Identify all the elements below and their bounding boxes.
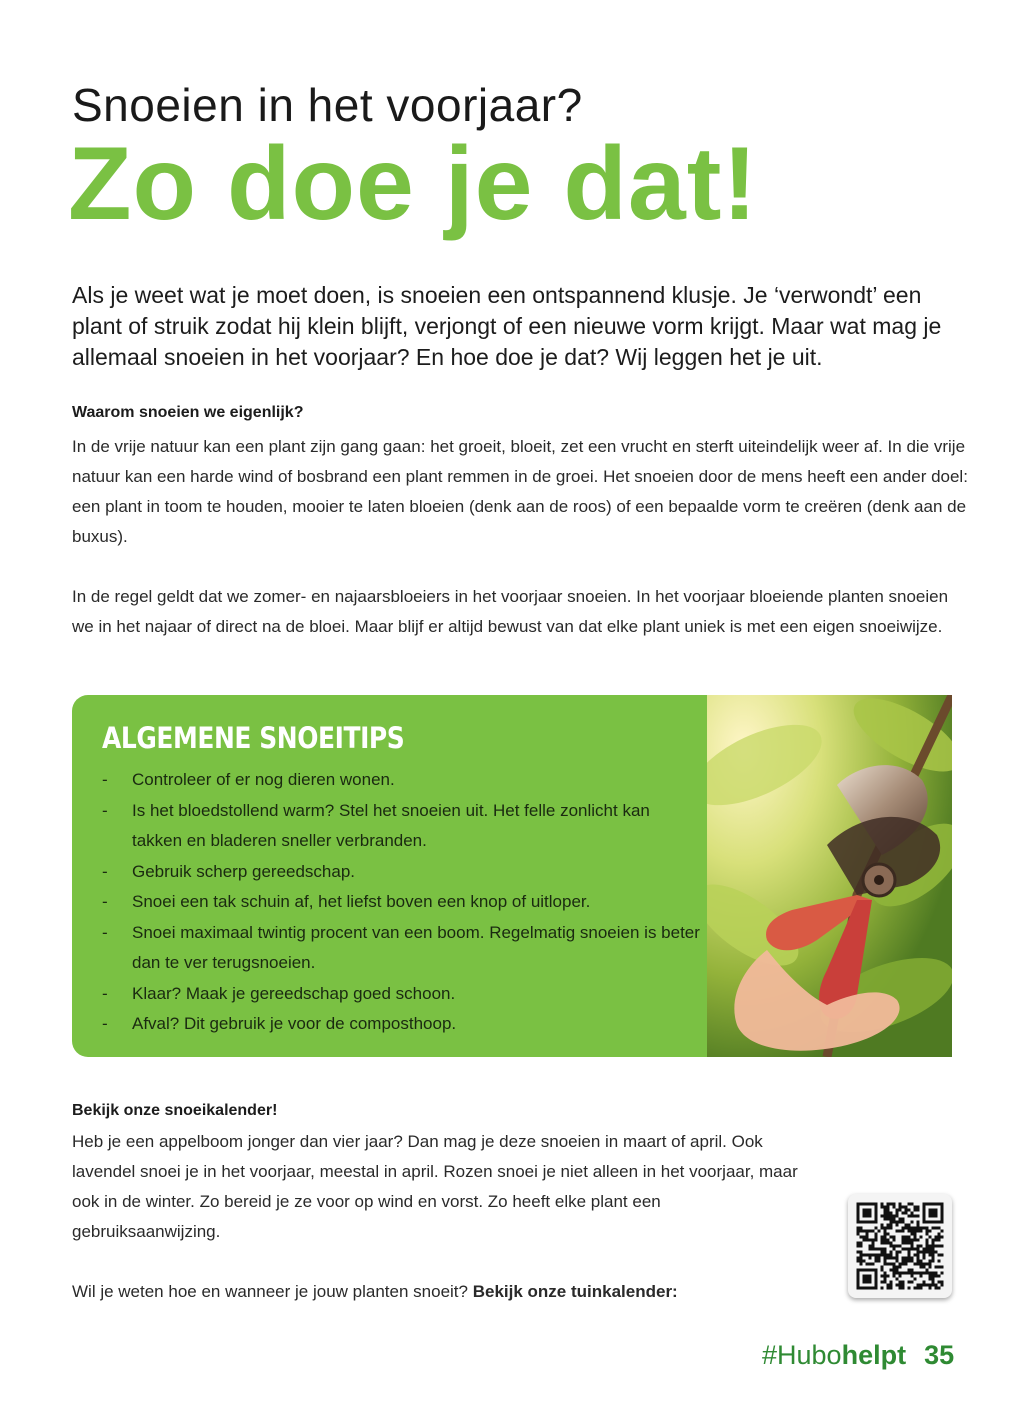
qr-code[interactable] bbox=[848, 1194, 952, 1298]
tip-dash: - bbox=[102, 892, 108, 911]
tip-dash: - bbox=[102, 861, 108, 881]
tip-item bbox=[102, 1009, 702, 1040]
tips-box bbox=[72, 695, 952, 1057]
tip-item bbox=[102, 979, 702, 1010]
tip-dash: - bbox=[102, 922, 108, 942]
pruning-shears-photo bbox=[707, 695, 952, 1057]
tips-list bbox=[102, 765, 702, 1040]
tip-item bbox=[102, 887, 702, 918]
kicker-title: Snoeien in het voorjaar? bbox=[72, 79, 583, 131]
tip-item bbox=[102, 765, 702, 796]
headline: Zo doe je dat! bbox=[68, 126, 758, 242]
tip-item bbox=[102, 796, 702, 857]
tip-item bbox=[102, 918, 702, 979]
tip-text: Controleer of er nog dieren wonen. bbox=[132, 770, 395, 789]
why-paragraph-1: In de vrije natuur kan een plant zijn gang gaan: het groeit, bloeit, zet een vrucht en sterft uiteindelijk weer af. In die vrije natuur kan een harde wind of bosbrand een plant remmen in de groei. Het snoeien door de mens heeft een ander doel: een plant in toom te houden, mooier te laten bloeien (denk aan de roos) of een bepaalde vorm te creëren (denk aan de buxus). bbox=[72, 437, 968, 546]
calendar-paragraph: Heb je een appelboom jonger dan vier jaar? Dan mag je deze snoeien in maart of april. Ook lavendel snoei je in het voorjaar, meestal in april. Rozen snoei je niet alleen in het voorjaar, maar ook in de winter. Zo bereid je ze voor op wind en vorst. Zo heeft elke plant een gebruiksaanwijzing. bbox=[72, 1132, 798, 1241]
calendar-cta bbox=[72, 1277, 812, 1307]
tip-dash: - bbox=[102, 1014, 108, 1033]
tip-text: Afval? Dit gebruik je voor de composthoop. bbox=[132, 1014, 457, 1033]
tips-box-title: ALGEMENE SNOEITIPS bbox=[102, 721, 405, 755]
tip-text: Snoei een tak schuin af, het liefst boven een knop of uitloper. bbox=[132, 892, 591, 911]
calendar-cta-text: Wil je weten hoe en wanneer je jouw planten snoeit? bbox=[72, 1282, 468, 1301]
footer bbox=[762, 1340, 954, 1371]
page-number: 35 bbox=[924, 1340, 955, 1370]
tip-dash: - bbox=[102, 800, 108, 820]
tip-text: Klaar? Maak je gereedschap goed schoon. bbox=[132, 983, 456, 1003]
tip-text: Is het bloedstollend warm? Stel het snoeien uit. Het felle zonlicht kan takken en bladeren sneller verbranden. bbox=[132, 800, 650, 850]
section-title-calendar: Bekijk onze snoeikalender! bbox=[72, 1102, 278, 1119]
tip-item bbox=[102, 857, 702, 888]
tip-dash: - bbox=[102, 983, 108, 1003]
footer-hashtag: #Hubohelpt bbox=[762, 1340, 907, 1370]
intro-paragraph: Als je weet wat je moet doen, is snoeien een ontspannend klusje. Je ‘verwondt’ een plant of struik zodat hij klein blijft, verjongt of een nieuwe vorm krijgt. Maar wat mag je allemaal snoeien in het voorjaar? En hoe doe je dat? Wij leggen het je uit. bbox=[72, 282, 942, 370]
tuinkalender-link[interactable]: Bekijk onze tuinkalender: bbox=[472, 1282, 678, 1301]
section-title-why: Waarom snoeien we eigenlijk? bbox=[72, 404, 304, 421]
why-paragraph-2: In de regel geldt dat we zomer- en najaarsbloeiers in het voorjaar snoeien. In het voorjaar bloeiende planten snoeien we in het najaar of direct na de bloei. Maar blijf er altijd bewust van dat elke plant uniek is met een eigen snoeiwijze. bbox=[72, 587, 949, 636]
tip-dash: - bbox=[102, 770, 108, 789]
tip-text: Gebruik scherp gereedschap. bbox=[132, 861, 356, 881]
tip-text: Snoei maximaal twintig procent van een boom. Regelmatig snoeien is beter dan te ver terugsnoeien. bbox=[132, 922, 700, 972]
